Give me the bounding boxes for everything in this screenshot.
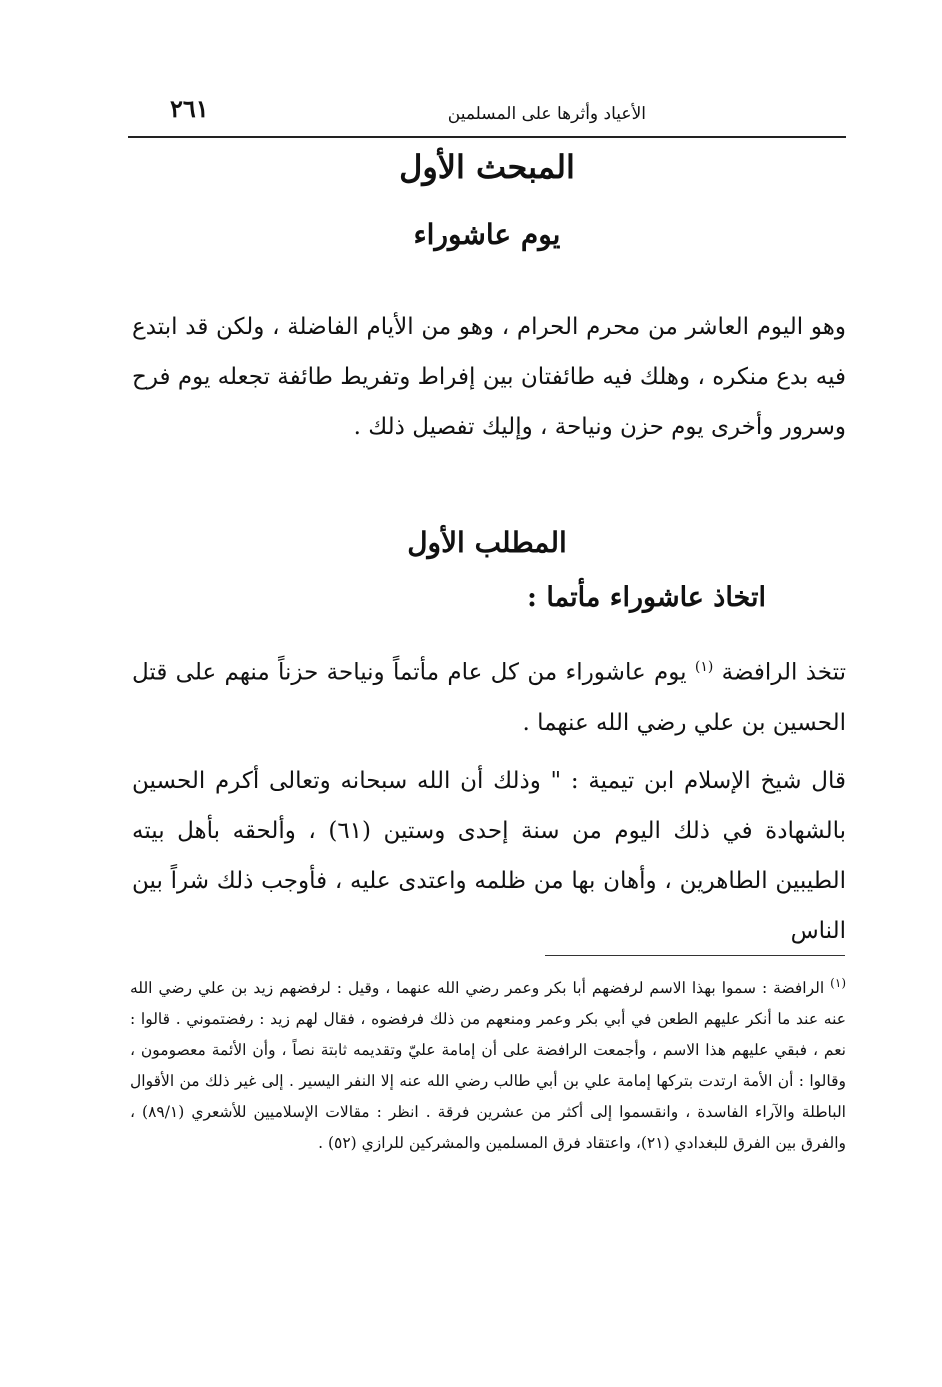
section-subtitle: اتخاذ عاشوراء مأتما :	[526, 582, 766, 613]
chapter-subtitle: يوم عاشوراء	[413, 218, 561, 251]
paragraph-rafida-start: تتخذ الرافضة	[713, 659, 846, 686]
header-rule	[128, 136, 846, 138]
section-title: المطلب الأول	[407, 526, 567, 559]
chapter-title: المبحث الأول	[399, 148, 575, 186]
paragraph-rafida-end: يوم عاشوراء من كل عام مأتماً ونياحة حزناً منهم على قتل الحسين بن علي رضي الله عنهما .	[132, 659, 846, 736]
page-number: ٢٦١	[170, 94, 209, 123]
footnote-reference[interactable]: (١)	[694, 659, 714, 675]
footnote-text: الرافضة : سموا بهذا الاسم لرفضهم أبا بكر وعمر رضي الله عنهما ، وقيل : لرفضهم زيد بن علي رضي الله عنه عند ما أنكر عليهم الطعن في أبي بكر وعمر ومنعهم من ذلك فرفضوه ، فقال لهم زيد : رفضتموني . قالوا : نعم ، فبقي عليهم هذا الاسم ، وأجمعت الرافضة على أن إمامة عليّ وتقديمه ثابتة نصاً ، وأن الأئمة معصومون ، وقالوا : أن الأمة ارتدت بتركها إمامة علي بن أبي طالب رضي الله عنه إلا النفر اليسير . إلى غير ذلك من الأقوال الباطلة والآراء الفاسدة ، وانقسموا إلى أكثر من عشرين فرقة . انظر : مقالات الإسلاميين للأشعري (٨٩/١) ، والفرق بين الفرق للبغدادي (٢١)، واعتقاد فرق المسلمين والمشركين للرازي (٥٢) .	[130, 979, 846, 1153]
footnote-separator	[545, 955, 845, 956]
paragraph-ibn-taymiyyah-quote: قال شيخ الإسلام ابن تيمية : " وذلك أن الله سبحانه وتعالى أكرم الحسين بالشهادة في ذلك اليوم من سنة إحدى وستين (٦١) ، وألحقه بأهل بيته الطيبين الطاهرين ، وأهان بها من ظلمه واعتدى عليه ، فأوجب ذلك شراً بين الناس	[132, 768, 846, 944]
page-header	[128, 88, 846, 138]
footnote-marker: (١)	[830, 976, 846, 990]
running-title: الأعياد وأثرها على المسلمين	[447, 104, 646, 124]
footnote	[130, 968, 846, 1159]
intro-paragraph: وهو اليوم العاشر من محرم الحرام ، وهو من الأيام الفاضلة ، ولكن قد ابتدع فيه بدع منكره ، وهلك فيه طائفتان بين إفراط وتفريط طائفة تجعله يوم فرح وسرور وأخرى يوم حزن ونياحة ، وإليك تفصيل ذلك .	[132, 314, 846, 440]
paragraph-rafida	[132, 642, 846, 748]
